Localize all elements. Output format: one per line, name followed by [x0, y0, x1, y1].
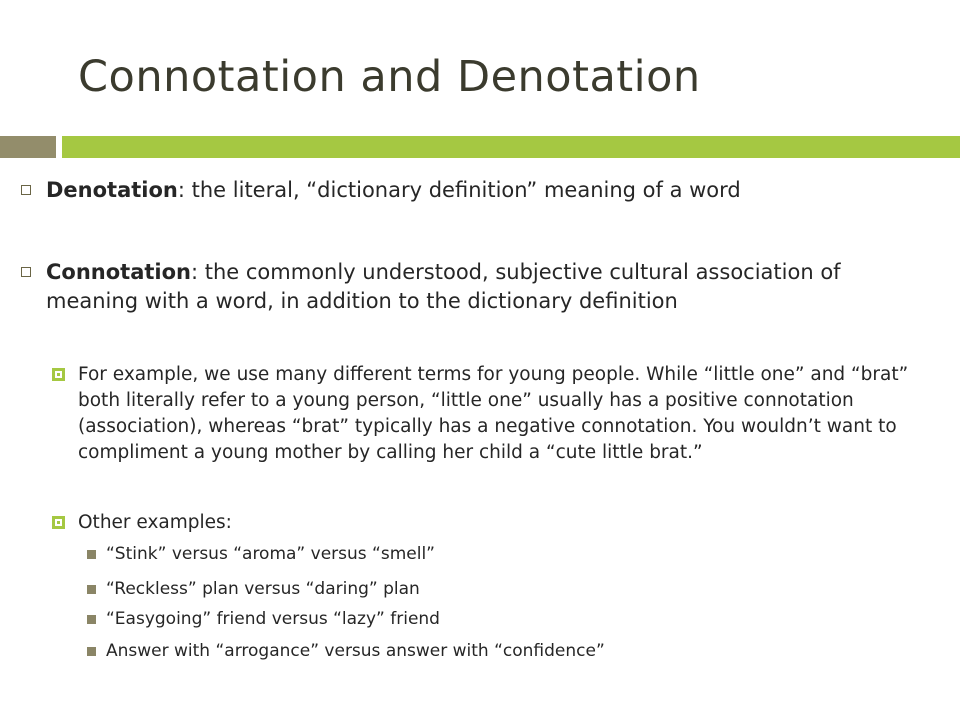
sub-example-item: [106, 607, 926, 631]
connotation-definition: : the commonly understood, subjective cultural association of meaning with a word, in addition to the dictionary definition: [46, 260, 841, 313]
bullet-denotation: [46, 176, 916, 205]
framed-square-bullet-icon: [52, 368, 65, 381]
filled-square-bullet-icon: [87, 647, 96, 656]
title-accent-bar-right: [62, 136, 960, 158]
other-examples-label: Other examples:: [78, 512, 232, 533]
hollow-square-bullet-icon: [21, 185, 31, 195]
filled-square-bullet-icon: [87, 550, 96, 559]
bullet-other-examples: [78, 510, 948, 536]
filled-square-bullet-icon: [87, 615, 96, 624]
denotation-definition: : the literal, “dictionary definition” meaning of a word: [177, 178, 741, 202]
filled-square-bullet-icon: [87, 585, 96, 594]
sub-example-item: [106, 639, 926, 663]
denotation-term: Denotation: [46, 178, 178, 202]
example-text: For example, we use many different terms for young people. While “little one” and “brat” both literally refer to a young person, “little one” usually has a positive connotation (association), whereas “brat” typically has a negative connotation. You wouldn’t want to compliment a young mother by calling her child a “cute little brat.”: [78, 364, 909, 463]
sub-example-item: [106, 577, 926, 601]
connotation-term: Connotation: [46, 260, 191, 284]
hollow-square-bullet-icon: [21, 267, 31, 277]
bullet-example: [78, 362, 948, 466]
sub-example-text: “Easygoing” friend versus “lazy” friend: [106, 609, 440, 629]
sub-example-text: “Stink” versus “aroma” versus “smell”: [106, 544, 435, 564]
title-accent-bar-left: [0, 136, 56, 158]
slide-title: Connotation and Denotation: [78, 52, 701, 102]
bullet-connotation: [46, 258, 916, 316]
sub-example-text: Answer with “arrogance” versus answer with “confidence”: [106, 641, 605, 661]
framed-square-bullet-icon: [52, 516, 65, 529]
sub-example-item: [106, 542, 926, 566]
sub-example-text: “Reckless” plan versus “daring” plan: [106, 579, 420, 599]
